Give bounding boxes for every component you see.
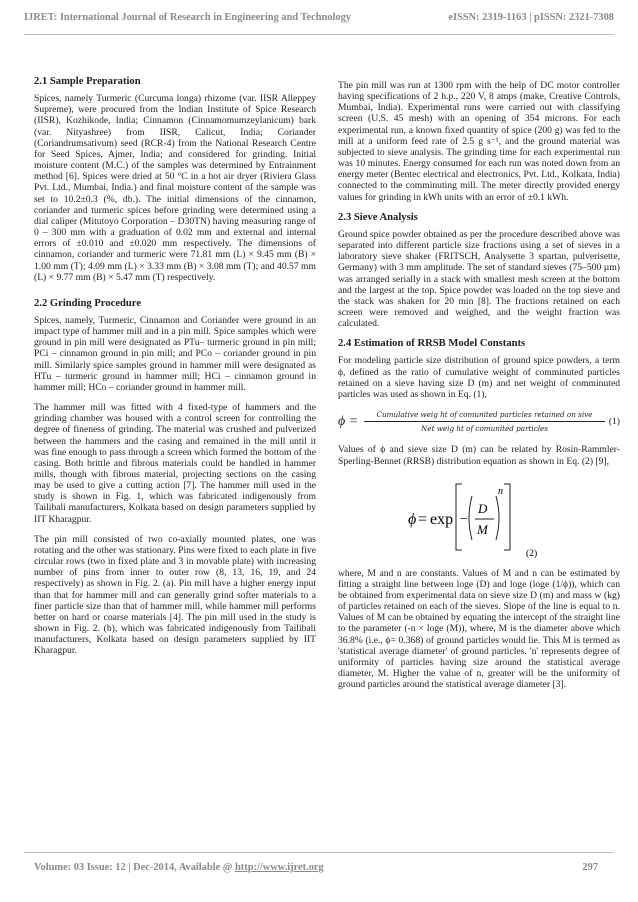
equation-1-denominator: Net weig ht of comunited particles [421, 424, 548, 434]
equation-2-phi: ϕ [408, 510, 417, 528]
paragraph: Spices, namely Turmeric (Curcuma longa) rhizome (var. IISR Alleppey Supreme), were procured from the Indian Institute of Spice Research (IISR), Kozhikode, India; Cinnamon (Cinnamomumzeylanicum) bark (var. Nityashree) from IISR, Calicut, India; Coriander (Coriandrumsativum) seed (RCR-4) from the National Research Centre for Seed Spices, Ajmer, India; and considered for grinding. Initial moisture content (M.C.) of the samples was determined by Entrainment method [6]. Spices were dried at 50 °C in a hot air dryer (Riviera Glass Pvt. Ltd., Mumbai, India.) and final moisture content of the sample was set to 10.2±0.3 (%, db.). The initial dimensions of the cinnamon, coriander and turmeric spices before grinding were determined using a dial caliper (Mitutoyo Corporation – D30TN) having measuring range of 0 – 300 mm with a graduation of 0.02 mm and external and internal errors of ±0.010 and ±0.020 mm respectively. The dimensions of cinnamon, coriander and turmeric were 71.81 mm (L) × 9.45 mm (B) × 1.00 mm (T); 4.09 mm (L) × 3.33 mm (B) × 3.08 mm (T); and 40.57 mm (L) × 9.77 mm (B) × 5.47 mm (T) respectively. [34, 93, 316, 283]
equation-2-exp: exp [430, 510, 454, 528]
footer-rule [24, 852, 614, 853]
right-column [338, 80, 620, 699]
right-bracket [504, 484, 510, 550]
paragraph: Spices, namely, Turmeric, Cinnamon and Coriander were ground in an impact type of hammer mill and in a pin mill. Spice samples which were ground in pin mill were designated as PTu– turmeric ground in pin mill; PCi – cinnamon ground in pin mill; and PCo – coriander ground in pin mill. Similarly spice samples ground in hammer mill were designated as HTu – turmeric ground in hammer mill; HCi – cinnamon ground in hammer mill; HCo – coriander ground in hammer mill. [34, 314, 316, 393]
journal-link[interactable]: http://www.ijret.org [235, 862, 324, 873]
journal-name: IJRET: International Journal of Research in Engineering and Technology [24, 12, 351, 23]
paragraph: Ground spice powder obtained as per the procedure described above was separated into different particle size fractions using a set of sieves in a laboratory sieve shaker (FRITSCH, Analysette 3 spartan, pulverisette, Germany) with 3 mm amplitude. The set of standard sieves (75–500 µm) was arranged serially in a stack with smallest mesh screen at the bottom and the largest at the top. Spice powder was loaded on the top sieve and the stack was shaken for 20 min [8]. The fractions retained on each screen were removed and weighed, and the weight fraction was calculated. [338, 228, 620, 330]
paragraph: Values of ϕ and sieve size D (m) can be related by Rosin-Rammler-Sperling-Bennet (RRSB) distribution equation as shown in Eq. (2) [9], [338, 444, 620, 467]
equation-2-graphic [338, 476, 620, 560]
footer-volume: Volume: 03 Issue: 12 | Dec-2014, Available @ http://www.ijret.org [34, 862, 324, 873]
right-paren [496, 496, 499, 540]
section-title-2-3: 2.3 Sieve Analysis [338, 211, 418, 223]
paragraph: The pin mill was run at 1300 rpm with the help of DC motor controller having specifications of 2 h.p., 220 V, 8 amps (make, Creative Controls, Mumbai, India). Experimental runs were carried out with classifying screen (U.S. 45 mesh) with an opening of 354 microns. For each experimental run, a known fixed quantity of spice (200 g) was fed to the mill at a uniform feed rate of 2.5 g s⁻¹, and the ground material was subjected to sieve analysis. The grinding time for each experimental run was 10 minutes. Energy consumed for each run was noted down from an energy meter (Bentec electrical and electronics, Pvt. Ltd., Kolkata, India) connected to the comminuting mill. The meter directly provided energy values for grinding in kWh units with an error of ±0.1 kWh. [338, 80, 620, 203]
paragraph: For modeling particle size distribution of ground spice powders, a term ϕ, defined as the ratio of cumulative weight of comminuted particles retained on a sieve having size D (m) and net weight of comminuted particles was used as shown in Eq. (1), [338, 355, 620, 400]
equation-2-minus: − [460, 511, 468, 527]
issn: eISSN: 2319-1163 | pISSN: 2321-7308 [448, 12, 614, 23]
page-number: 297 [582, 862, 598, 873]
equation-2-equals: = [418, 510, 428, 528]
paragraph: The hammer mill was fitted with 4 fixed-type of hammers and the grinding chamber was housed with a control screen for controlling the degree of fineness of grinding. The material was crushed and pulverized between the hammers and the casing and remained in the mill until it was fine enough to pass through a screen which formed the bottom of the casing. Both brittle and fibrous materials could be handled in hammer mills, though with fibrous material, projecting sections on the casing may be used to give a cutting action [7]. The hammer mill used in the study is shown in Fig. 1, which was fabricated indigenously from Tailibali manufacturers, Kolkata based on design parameters supplied by IIT Kharagpur. [34, 402, 316, 525]
equation-1 [338, 409, 620, 434]
header-rule [24, 34, 614, 35]
running-footer [34, 862, 598, 873]
paragraph: where, M and n are constants. Values of M and n can be estimated by fitting a straight line between loge (D) and loge (loge (1/ϕ)), which can be obtained from experimental data on sieve size D (m) and mass w (kg) of particles retained on each of the sieves. Slope of the line is equal to n. Values of M can be obtained by equating the intercept of the straight line to the parameter (-n × loge (M)), where, M is the diameter above which 36.8% (i.e., ϕ= 0.368) of ground particles would lie. This M is termed as 'statistical average diameter' of ground particles. 'n' represents degree of uniformity of particles having size around the statistical average diameter, M. Higher the value of n, greater will be the uniformity of ground particles around the statistical average diameter [3]. [338, 567, 620, 691]
equation-1-lhs: ϕ = [338, 414, 359, 430]
left-paren [469, 496, 472, 540]
running-header [24, 12, 614, 23]
section-title-2-2: 2.2 Grinding Procedure [34, 297, 142, 309]
equation-2-number: (2) [526, 547, 538, 559]
left-column [34, 76, 316, 666]
equation-1-fraction [364, 409, 605, 434]
equation-2-M: M [477, 521, 488, 537]
equation-1-number: (1) [608, 416, 620, 428]
equation-1-numerator: Cumulative weig ht of comunited particles retained on sive [364, 409, 605, 422]
equation-2-D: D [478, 500, 488, 516]
section-title-2-4: 2.4 Estimation of RRSB Model Constants [338, 338, 526, 350]
section-title-2-1: 2.1 Sample Preparation [34, 76, 141, 87]
equation-2-exponent: n [498, 485, 503, 497]
paragraph: The pin mill consisted of two co-axially mounted plates, one was rotating and the other was stationary. Pins were fixed to each plate in five circular rows (two in fixed plate and 3 in movable plate) with increasing number of pins from inner to outer row (8, 13, 16, 19, and 24 respectively) as shown in Fig. 2. (a). Pin mill have a higher energy input than that for hammer mill and can generally grind softer materials to a finer particle size than that of hammer mill, while hammer mill performs better on hard or coarse materials [4]. The pin mill used in the study is shown in Fig. 2. (b), which was fabricated indigenously from Tailibali manufacturers, Kolkata based on design parameters supplied by IIT Kharagpur. [34, 533, 316, 657]
equation-2 [338, 476, 620, 560]
